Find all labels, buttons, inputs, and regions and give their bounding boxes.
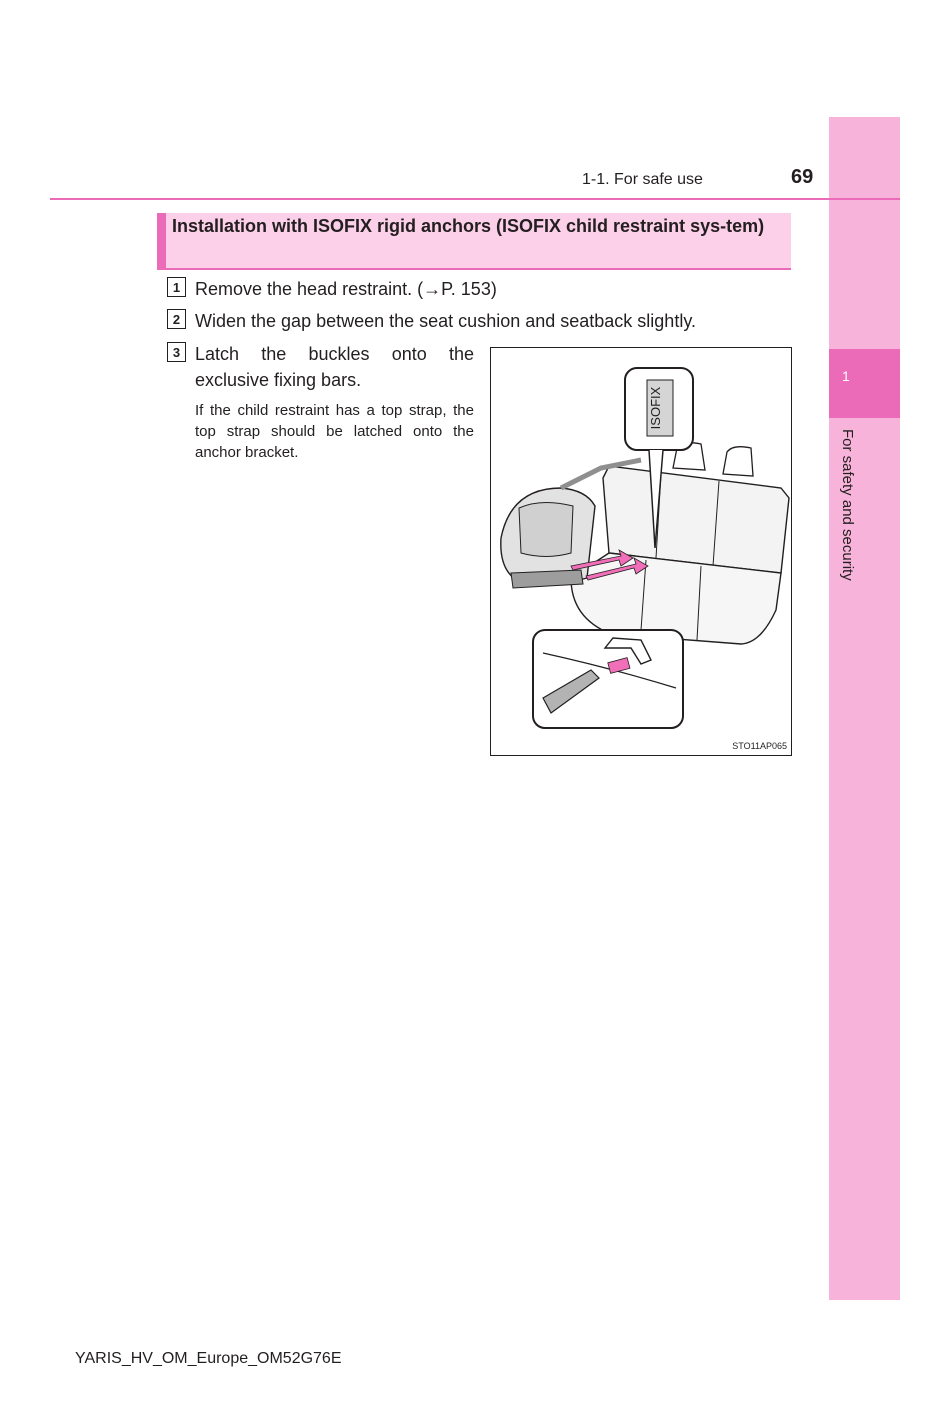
section-label: 1-1. For safe use [582, 171, 703, 188]
page-number: 69 [791, 166, 814, 188]
step-number: 1 [167, 277, 186, 297]
isofix-label: ISOFIX [648, 386, 663, 430]
header-rule [50, 198, 900, 200]
figure-code: STO11AP065 [732, 741, 787, 751]
step-text: Latch the buckles onto the exclusive fixing bars. [195, 344, 474, 390]
step-text: Remove the head restraint. (→P. 153) [195, 279, 497, 299]
chapter-number: 1 [842, 368, 850, 384]
footer-document-id: YARIS_HV_OM_Europe_OM52G76E [75, 1350, 342, 1367]
note-text: If the child restraint has a top strap, the top strap should be latched onto the anchor bracket. [195, 402, 474, 461]
side-chapter-tab [829, 117, 900, 1300]
section-title: Installation with ISOFIX rigid anchors (ISOFIX child restraint sys-tem) [172, 216, 765, 236]
step-text: Widen the gap between the seat cushion and seatback slightly. [195, 311, 696, 331]
side-chapter-tab-active [829, 349, 900, 418]
step-number: 2 [167, 309, 186, 329]
chapter-title: For safety and security [839, 429, 856, 581]
section-title-box [157, 213, 791, 270]
step-number: 3 [167, 342, 186, 362]
isofix-illustration-drawing [491, 348, 791, 755]
isofix-illustration [490, 347, 792, 756]
